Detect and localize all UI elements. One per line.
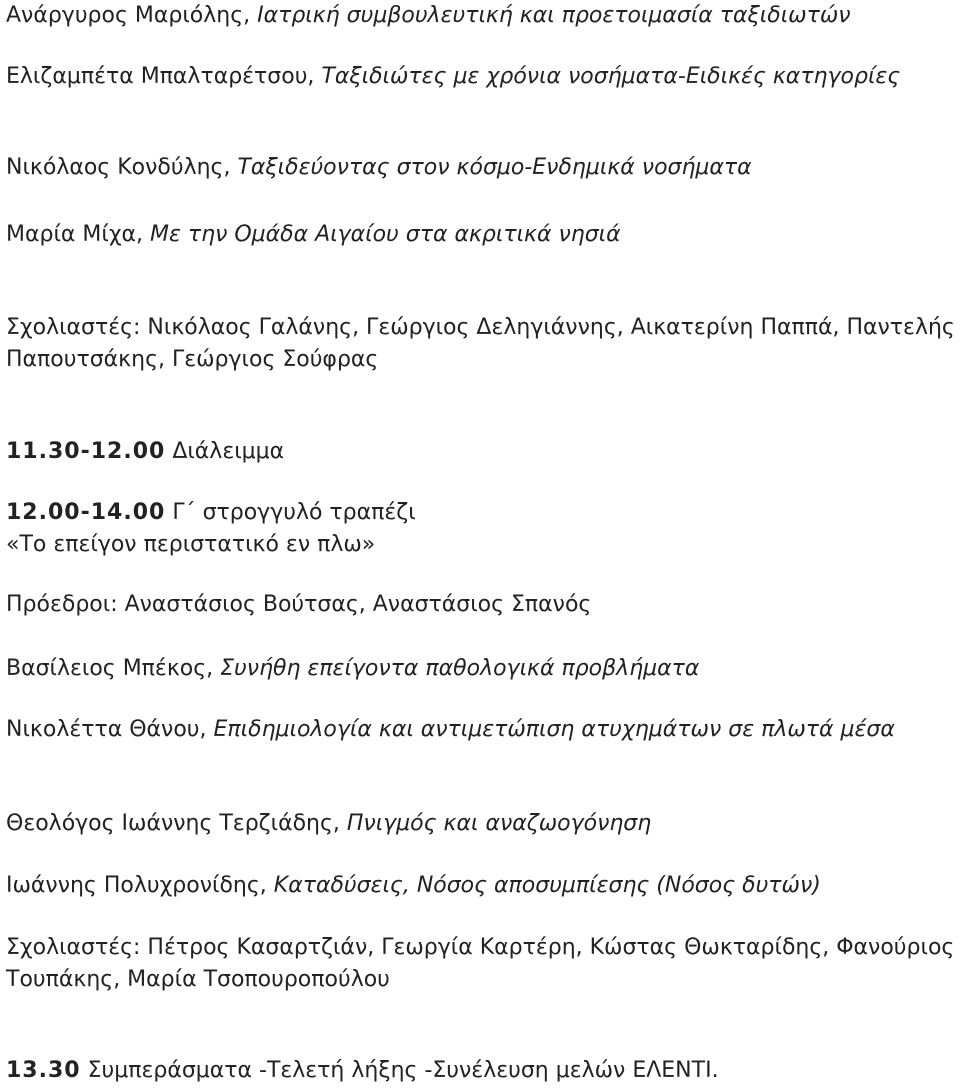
speaker-name: Νικολέττα Θάνου,: [6, 717, 207, 742]
talk-entry: [6, 870, 821, 902]
speaker-name: Ιωάννης Πολυχρονίδης,: [6, 873, 267, 898]
speaker-name: Ελιζαμπέτα Μπαλταρέτσου,: [6, 64, 315, 89]
speaker-name: Ανάργυρος Μαριόλης,: [6, 3, 251, 28]
talk-entry: [6, 152, 752, 184]
talk-topic: Ταξιδιώτες με χρόνια νοσήματα-Ειδικές κατηγορίες: [321, 64, 901, 89]
talk-topic: Συνήθη επείγοντα παθολογικά προβλήματα: [220, 656, 700, 681]
talk-entry: [6, 0, 851, 32]
session-label: Γ΄ στρογγυλό τραπέζι: [172, 500, 416, 525]
speaker-name: Βασίλειος Μπέκος,: [6, 656, 214, 681]
chairs-line: Πρόεδροι: Αναστάσιος Βούτσας, Αναστάσιος Σπανός: [6, 592, 592, 617]
talk-topic: Επιδημιολογία και αντιμετώπιση ατυχημάτων σε πλωτά μέσα: [213, 717, 895, 742]
talk-entry: [6, 653, 699, 685]
speaker-name: Νικόλαος Κονδύλης,: [6, 155, 231, 180]
schedule-break: [6, 436, 284, 468]
commentators-line: Σχολιαστές: Πέτρος Κασαρτζιάν, Γεωργία Καρτέρη, Κώστας Θωκταρίδης, Φανούριος Τουπάκης, Μαρία Τσοπουροπούλου: [6, 935, 955, 992]
talk-topic: Με την Ομάδα Αιγαίου στα ακριτικά νησιά: [150, 222, 621, 247]
talk-entry: [6, 219, 621, 251]
session-subtitle: «Το επείγον περιστατικό εν πλω»: [6, 532, 376, 557]
talk-entry: [6, 714, 895, 746]
talk-topic: Ταξιδεύοντας στον κόσμο-Ενδημικά νοσήματα: [237, 155, 752, 180]
session-label: Συμπεράσματα -Τελετή λήξης -Συνέλευση μελών ΕΛΕΝΤΙ.: [87, 1058, 719, 1083]
talk-topic: Ιατρική συμβουλευτική και προετοιμασία ταξιδιωτών: [257, 3, 851, 28]
talk-entry: [6, 808, 651, 840]
talk-topic: Πνιγμός και αναζωογόνηση: [346, 811, 652, 836]
talk-topic: Καταδύσεις, Νόσος αποσυμπίεσης (Νόσος δυτών): [273, 873, 821, 898]
time-slot: 12.00-14.00: [6, 500, 166, 525]
commentators-line: Σχολιαστές: Νικόλαος Γαλάνης, Γεώργιος Δεληγιάννης, Αικατερίνη Παππά, Παντελής Παπουτσάκης, Γεώργιος Σούφρας: [6, 315, 955, 372]
closing-session: [6, 1055, 719, 1087]
time-slot: 13.30: [6, 1058, 81, 1083]
round-table-header: [6, 497, 416, 561]
talk-entry: [6, 61, 900, 93]
speaker-name: Θεολόγος Ιωάννης Τερζιάδης,: [6, 811, 340, 836]
time-slot: 11.30-12.00: [6, 439, 166, 464]
session-label: Διάλειμμα: [172, 439, 285, 464]
speaker-name: Μαρία Μίχα,: [6, 222, 144, 247]
